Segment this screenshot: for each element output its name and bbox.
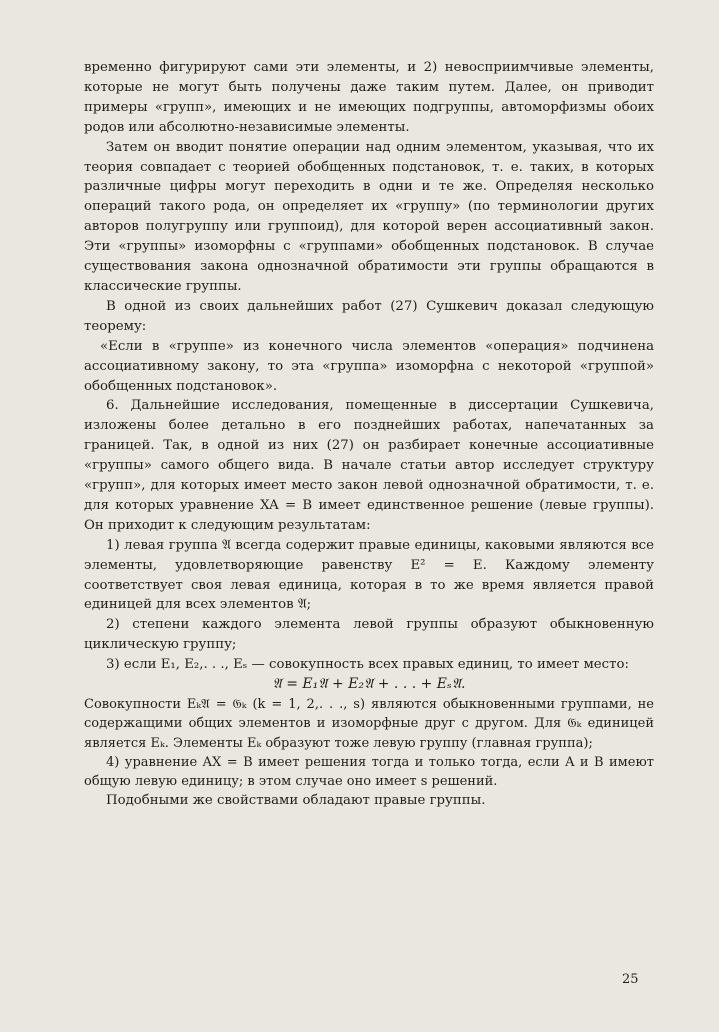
result-item-2: 2) степени каждого элемента левой группы образуют обыкновенную циклическую группу;: [84, 617, 654, 653]
result-item-1: 1) левая группа 𝔄 всегда содержит правые единицы, каковыми являются все элементы, удовлетворяющие равенству E² = E. Каждому элементу соответствует своя левая единица, которая в то же время является правой единицей для всех элементов 𝔄;: [84, 537, 654, 613]
paragraph-subgroups: Совокупности Eₖ𝔄 = 𝔊ₖ (k = 1, 2,. . ., s) являются обыкновенными группами, не содержащими общих элементов и изоморфные друг с другом. Для 𝔊ₖ единицей является Eₖ. Элементы Eₖ образуют тоже левую группу (главная группа);: [84, 697, 654, 751]
paragraph-theorem-intro: В одной из своих дальнейших работ (27) Сушкевич доказал следующую теорему:: [84, 298, 654, 334]
paragraph-operations: Затем он вводит понятие операции над одним элементом, указывая, что их теория совпадает с теорией обобщенных подстановок, т. е. таких, в которых различные цифры могут переходить в одни и те же. Определяя несколько операций такого рода, он определяет их «группу» (по терминологии других авторов полугруппу или группоид), для которой верен ассоциативный закон. Эти «группы» изоморфны с «группами» обобщенных подстановок. В случае существования закона однозначной обратимости эти группы обращаются в классические группы.: [84, 139, 654, 294]
theorem-quote: «Если в «группе» из конечного числа элементов «операция» подчинена ассоциативному закону, то эта «группа» изоморфна с некоторой «группой» обобщенных подстановок».: [84, 338, 654, 394]
paragraph-right-groups: Подобными же свойствами обладают правые группы.: [106, 793, 486, 809]
paragraph-continuation: временно фигурируют сами эти элементы, и 2) невосприимчивые элементы, которые не могут быть получены даже таким путем. Далее, он приводит примеры «групп», имеющих и не имеющих подгруппы, автоморфизмы обоих родов или абсолютно-независимые элементы.: [84, 60, 654, 135]
result-item-3: 3) если E₁, E₂,. . ., Eₛ — совокупность всех правых единиц, то имеет место:: [106, 657, 629, 673]
result-item-4: 4) уравнение AX = B имеет решения тогда и только тогда, если A и B имеют общую левую единицу; в этом случае оно имеет s решений.: [84, 754, 654, 790]
page-number: 25: [622, 972, 639, 987]
page-text: [84, 58, 654, 811]
formula-decomposition: 𝔄 = E₁𝔄 + E₂𝔄 + . . . + Eₛ𝔄.: [272, 676, 466, 693]
paragraph-section-6: 6. Дальнейшие исследования, помещенные в диссертации Сушкевича, изложены более детально в его позднейших работах, напечатанных за границей. Так, в одной из них (27) он разбирает конечные ассоциативные «группы» самого общего вида. В начале статьи автор исследует структуру «групп», для которых имеет место закон левой однозначной обратимости, т. е. для которых уравнение XA = B имеет единственное решение (левые группы). Он приходит к следующим результатам:: [84, 398, 654, 533]
